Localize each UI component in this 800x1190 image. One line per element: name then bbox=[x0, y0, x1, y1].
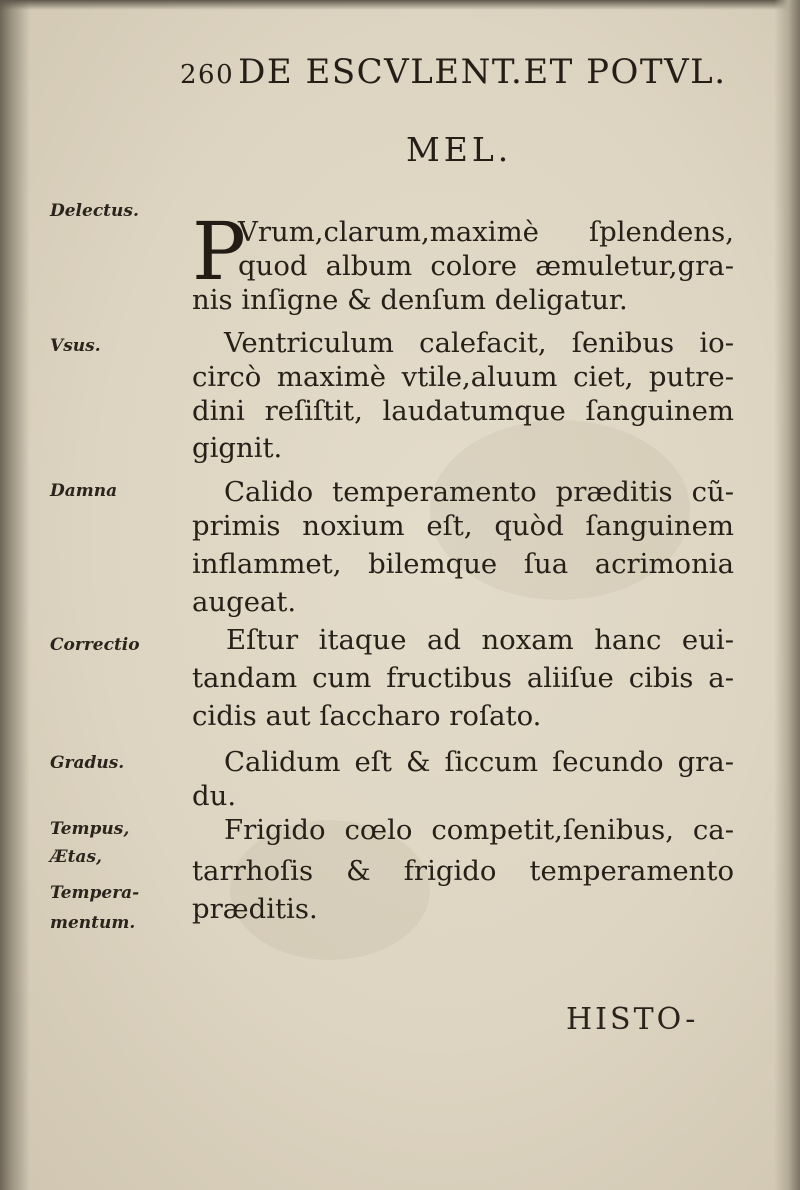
drop-cap: P bbox=[192, 205, 246, 298]
margin-note-tempus: Tempus, bbox=[50, 819, 130, 839]
text-line: nis inſigne & denſum deligatur. bbox=[192, 284, 628, 316]
catchword: HISTO- bbox=[566, 1002, 699, 1037]
text-line: cidis aut ſaccharo roſato. bbox=[192, 700, 542, 732]
margin-note-usus: Vsus. bbox=[50, 336, 101, 356]
text-line: gignit. bbox=[192, 432, 283, 464]
text-line: quod album colore æmuletur,gra- bbox=[238, 250, 734, 282]
text-line: Calido temperamento præditis cũ- bbox=[224, 476, 734, 508]
text-line: circò maximè vtile,aluum ciet, putre- bbox=[192, 361, 734, 393]
text-line: tandam cum fructibus aliiſue cibis a- bbox=[192, 662, 734, 694]
margin-note-tempera: Tempera- bbox=[50, 883, 140, 903]
page-number: 260 bbox=[180, 60, 235, 90]
margin-note-damna: Damna bbox=[50, 481, 118, 501]
margin-note-delectus: Delectus. bbox=[50, 201, 139, 221]
margin-note-aetas: Ætas, bbox=[50, 847, 102, 867]
running-head-title: DE ESCVLENT.ET POTVL. bbox=[238, 52, 727, 92]
margin-note-mentum: mentum. bbox=[50, 913, 136, 933]
text-line: Eſtur itaque ad noxam hanc eui- bbox=[226, 624, 734, 656]
text-line: dini reſiſtit, laudatumque ſanguinem bbox=[192, 395, 734, 427]
text-line: du. bbox=[192, 780, 237, 812]
text-line: augeat. bbox=[192, 586, 297, 618]
text-line: Frigido cœlo competit,ſenibus, ca- bbox=[224, 814, 734, 846]
margin-note-correctio: Correctio bbox=[50, 635, 140, 655]
margin-note-gradus: Gradus. bbox=[50, 753, 125, 773]
page-top-edge bbox=[0, 0, 800, 10]
running-head bbox=[180, 52, 740, 92]
text-line: inflammet, bilemque ſua acrimonia bbox=[192, 548, 734, 580]
text-line: primis noxium eſt, quòd ſanguinem bbox=[192, 510, 734, 542]
section-title: MEL. bbox=[406, 130, 513, 169]
text-line: Ventriculum calefacit, ſenibus io- bbox=[224, 327, 734, 359]
text-line: Vrum,clarum,maximè ſplendens, bbox=[238, 216, 734, 248]
text-line: Calidum eſt & ſiccum ſecundo gra- bbox=[224, 746, 734, 778]
text-line: præditis. bbox=[192, 893, 318, 925]
text-line: tarrhoſis & frigido temperamento bbox=[192, 855, 734, 887]
